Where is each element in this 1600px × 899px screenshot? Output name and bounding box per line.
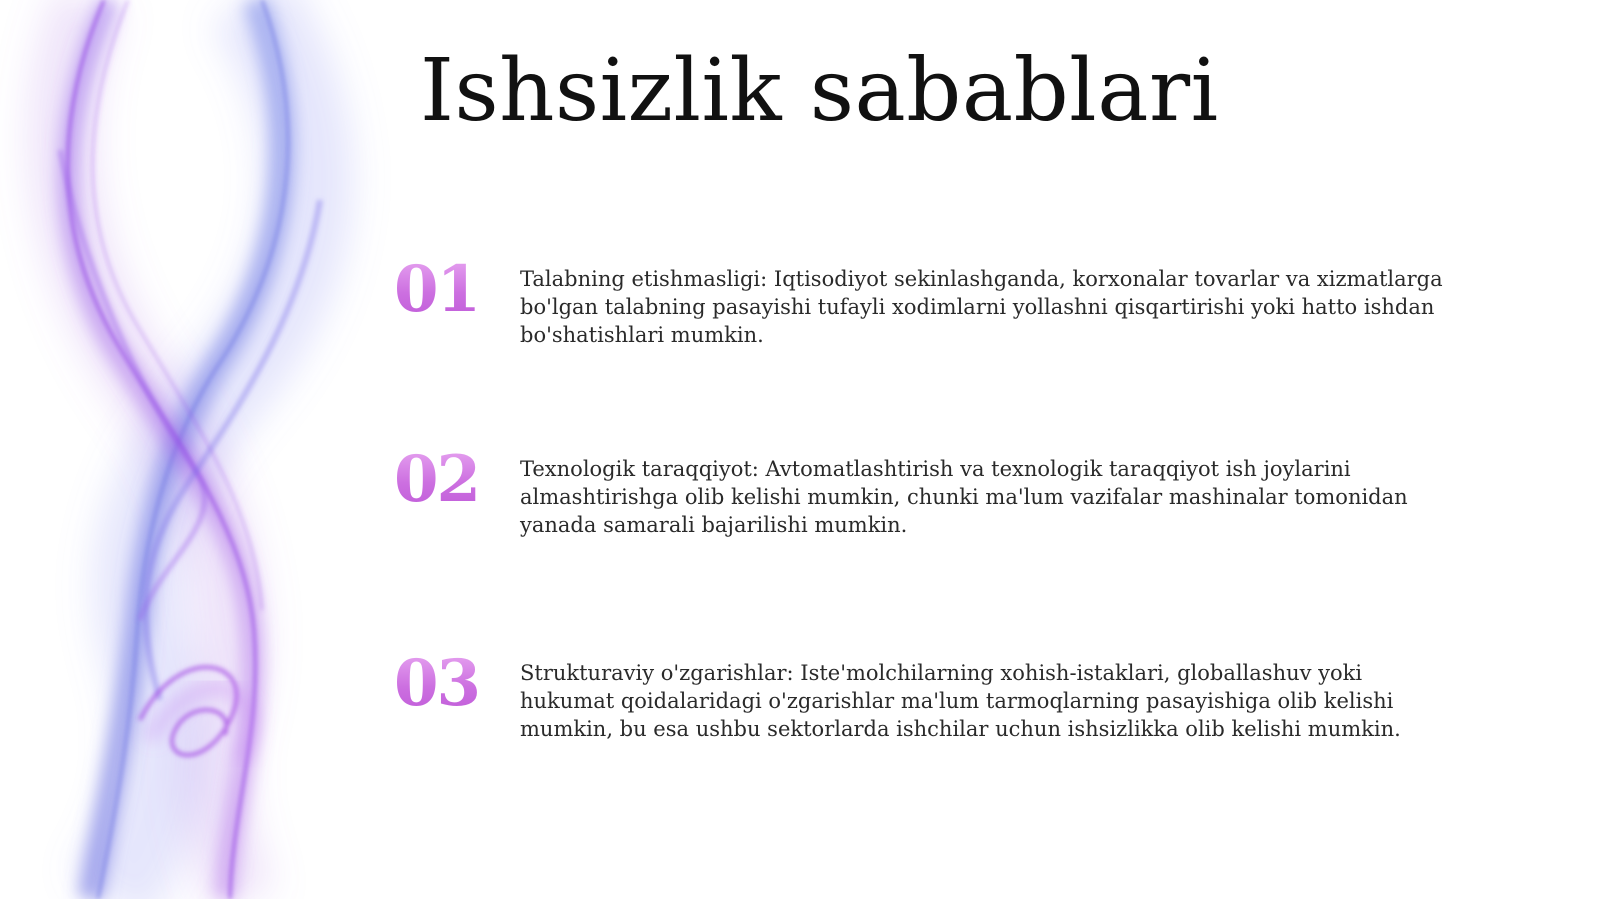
list-item (394, 252, 1494, 378)
item-number: 03 (394, 646, 480, 721)
list-item (394, 442, 1494, 568)
item-text: Texnologik taraqqiyot: Avtomatlashtirish va texnologik taraqqiyot ish joylarini almashtirishga olib kelishi mumkin, chunki ma'lum vazifalar mashinalar tomonidan yanada samarali bajarilishi mumkin. (520, 457, 1408, 537)
item-text: Strukturaviy o'zgarishlar: Iste'molchilarning xohish-istaklari, globallashuv yoki hukumat qoidalaridagi o'zgarishlar ma'lum tarmoqlarning pasayishiga olib kelishi mumkin, bu esa ushbu sektorlarda ishchilar uchun ishsizlikka olib kelishi mumkin. (520, 661, 1401, 741)
item-text: Talabning etishmasligi: Iqtisodiyot sekinlashganda, korxonalar tovarlar va xizmatlarga bo'lgan talabning pasayishi tufayli xodimlarni yollashni qisqartirishi yoki hatto ishdan bo'shatishlari mumkin. (520, 267, 1443, 347)
item-number: 02 (394, 442, 480, 517)
slide-title: Ishsizlik sabablari (420, 41, 1219, 141)
item-number: 01 (394, 252, 480, 327)
purple-smoke-decoration (0, 0, 400, 899)
list-item (394, 646, 1494, 772)
